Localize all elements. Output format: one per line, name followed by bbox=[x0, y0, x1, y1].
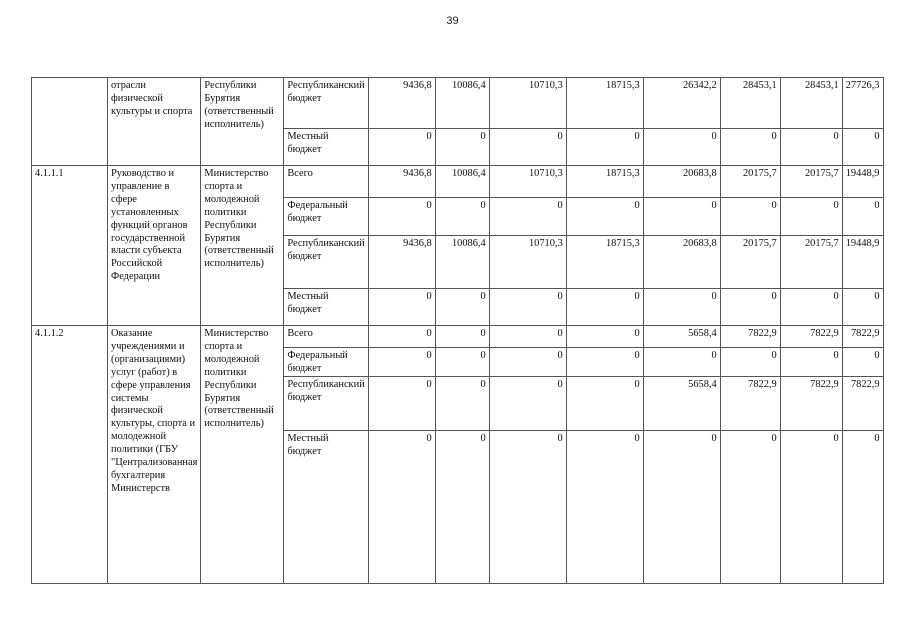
amount-cell: 10086,4 bbox=[435, 166, 489, 198]
amount-cell: 0 bbox=[643, 431, 720, 584]
amount-cell: 0 bbox=[643, 129, 720, 166]
funding-source: Федеральный бюджет bbox=[284, 348, 368, 377]
amount-cell: 20683,8 bbox=[643, 236, 720, 289]
amount-cell: 0 bbox=[368, 129, 435, 166]
amount-cell: 0 bbox=[489, 289, 566, 326]
amount-cell: 0 bbox=[643, 289, 720, 326]
amount-cell: 10710,3 bbox=[489, 166, 566, 198]
item-executor: Министерство спорта и молодежной политики Республики Бурятия (ответственный исполнитель) bbox=[201, 326, 284, 584]
amount-cell: 0 bbox=[566, 129, 643, 166]
amount-cell: 0 bbox=[368, 348, 435, 377]
amount-cell: 0 bbox=[643, 198, 720, 236]
amount-cell: 26342,2 bbox=[643, 78, 720, 129]
amount-cell: 10086,4 bbox=[435, 236, 489, 289]
amount-cell: 0 bbox=[720, 198, 780, 236]
amount-cell: 0 bbox=[780, 348, 842, 377]
amount-cell: 0 bbox=[780, 289, 842, 326]
amount-cell: 18715,3 bbox=[566, 166, 643, 198]
amount-cell: 20175,7 bbox=[720, 236, 780, 289]
amount-cell: 0 bbox=[842, 431, 883, 584]
amount-cell: 7822,9 bbox=[780, 377, 842, 431]
funding-source: Федеральный бюджет bbox=[284, 198, 368, 236]
amount-cell: 20175,7 bbox=[780, 166, 842, 198]
amount-cell: 0 bbox=[435, 129, 489, 166]
item-executor: Республики Бурятия (ответственный исполнитель) bbox=[201, 78, 284, 166]
funding-source: Республиканский бюджет bbox=[284, 377, 368, 431]
funding-source: Местный бюджет bbox=[284, 431, 368, 584]
amount-cell: 28453,1 bbox=[780, 78, 842, 129]
amount-cell: 0 bbox=[435, 198, 489, 236]
amount-cell: 0 bbox=[566, 377, 643, 431]
amount-cell: 0 bbox=[368, 326, 435, 348]
amount-cell: 0 bbox=[435, 377, 489, 431]
amount-cell: 0 bbox=[368, 289, 435, 326]
amount-cell: 20175,7 bbox=[720, 166, 780, 198]
amount-cell: 0 bbox=[720, 129, 780, 166]
amount-cell: 7822,9 bbox=[842, 326, 883, 348]
amount-cell: 0 bbox=[566, 289, 643, 326]
amount-cell: 0 bbox=[842, 289, 883, 326]
amount-cell: 0 bbox=[566, 198, 643, 236]
amount-cell: 0 bbox=[489, 129, 566, 166]
amount-cell: 0 bbox=[643, 348, 720, 377]
amount-cell: 0 bbox=[780, 431, 842, 584]
amount-cell: 0 bbox=[842, 348, 883, 377]
item-code: 4.1.1.2 bbox=[32, 326, 108, 584]
amount-cell: 0 bbox=[489, 326, 566, 348]
amount-cell: 0 bbox=[780, 198, 842, 236]
amount-cell: 0 bbox=[720, 348, 780, 377]
amount-cell: 7822,9 bbox=[720, 326, 780, 348]
amount-cell: 0 bbox=[566, 431, 643, 584]
amount-cell: 0 bbox=[435, 348, 489, 377]
amount-cell: 5658,4 bbox=[643, 326, 720, 348]
item-executor: Министерство спорта и молодежной политики Республики Бурятия (ответственный исполнитель) bbox=[201, 166, 284, 326]
amount-cell: 0 bbox=[435, 431, 489, 584]
amount-cell: 0 bbox=[489, 431, 566, 584]
table-row bbox=[32, 326, 884, 348]
table-row bbox=[32, 166, 884, 198]
amount-cell: 0 bbox=[566, 326, 643, 348]
amount-cell: 0 bbox=[489, 377, 566, 431]
item-code bbox=[32, 78, 108, 166]
amount-cell: 0 bbox=[720, 431, 780, 584]
amount-cell: 0 bbox=[489, 198, 566, 236]
amount-cell: 9436,8 bbox=[368, 78, 435, 129]
amount-cell: 9436,8 bbox=[368, 236, 435, 289]
amount-cell: 0 bbox=[842, 198, 883, 236]
amount-cell: 0 bbox=[842, 129, 883, 166]
amount-cell: 0 bbox=[368, 198, 435, 236]
amount-cell: 10710,3 bbox=[489, 78, 566, 129]
amount-cell: 18715,3 bbox=[566, 236, 643, 289]
amount-cell: 19448,9 bbox=[842, 236, 883, 289]
amount-cell: 0 bbox=[720, 289, 780, 326]
funding-source: Всего bbox=[284, 166, 368, 198]
budget-table bbox=[31, 77, 884, 584]
amount-cell: 9436,8 bbox=[368, 166, 435, 198]
amount-cell: 0 bbox=[368, 431, 435, 584]
item-name: Руководство и управление в сфере установленных функций органов государственной власти субъекта Российской Федерации bbox=[108, 166, 201, 326]
funding-source: Республиканский бюджет bbox=[284, 78, 368, 129]
page-number: 39 bbox=[446, 15, 459, 27]
amount-cell: 0 bbox=[566, 348, 643, 377]
amount-cell: 27726,3 bbox=[842, 78, 883, 129]
amount-cell: 5658,4 bbox=[643, 377, 720, 431]
amount-cell: 0 bbox=[489, 348, 566, 377]
funding-source: Местный бюджет bbox=[284, 129, 368, 166]
amount-cell: 19448,9 bbox=[842, 166, 883, 198]
item-name: Оказание учреждениями и (организациями) услуг (работ) в сфере управления системы физической культуры, спорта и молодежной политики (ГБУ "Централизованная бухгалтерия Министерств bbox=[108, 326, 201, 584]
amount-cell: 18715,3 bbox=[566, 78, 643, 129]
amount-cell: 20683,8 bbox=[643, 166, 720, 198]
funding-source: Всего bbox=[284, 326, 368, 348]
amount-cell: 10086,4 bbox=[435, 78, 489, 129]
item-code: 4.1.1.1 bbox=[32, 166, 108, 326]
amount-cell: 0 bbox=[435, 289, 489, 326]
amount-cell: 7822,9 bbox=[720, 377, 780, 431]
amount-cell: 10710,3 bbox=[489, 236, 566, 289]
amount-cell: 28453,1 bbox=[720, 78, 780, 129]
amount-cell: 7822,9 bbox=[780, 326, 842, 348]
amount-cell: 0 bbox=[435, 326, 489, 348]
item-name: отрасли физической культуры и спорта bbox=[108, 78, 201, 166]
amount-cell: 0 bbox=[780, 129, 842, 166]
amount-cell: 20175,7 bbox=[780, 236, 842, 289]
amount-cell: 7822,9 bbox=[842, 377, 883, 431]
amount-cell: 0 bbox=[368, 377, 435, 431]
funding-source: Республиканский бюджет bbox=[284, 236, 368, 289]
table-row bbox=[32, 78, 884, 129]
funding-source: Местный бюджет bbox=[284, 289, 368, 326]
